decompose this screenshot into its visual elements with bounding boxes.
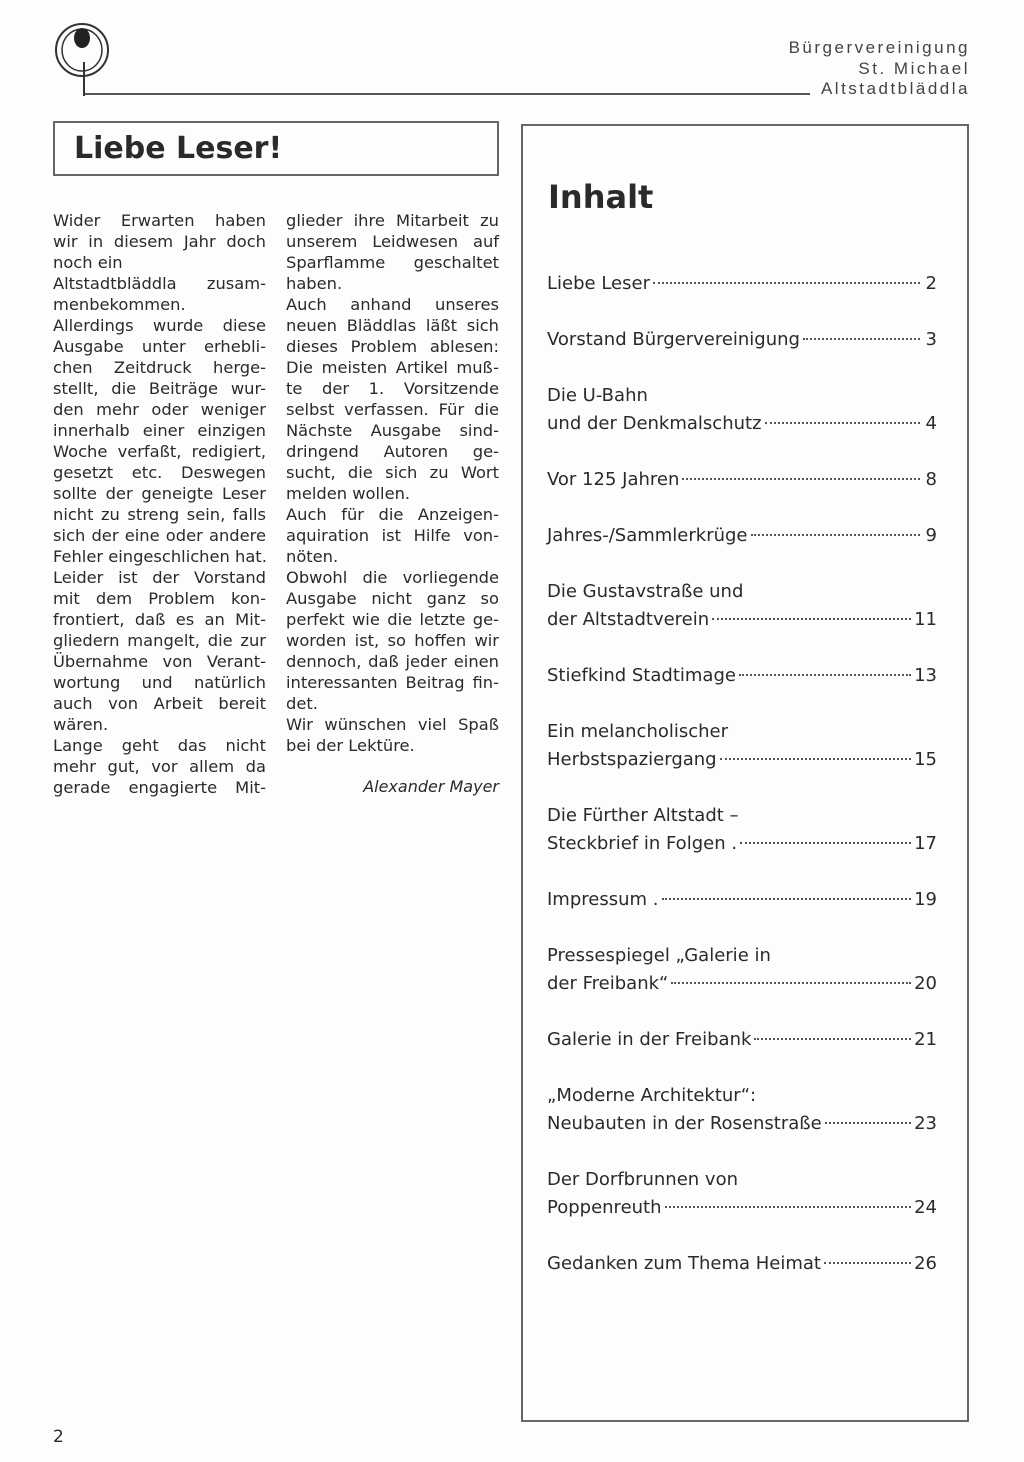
dot-leader bbox=[653, 282, 920, 284]
toc-entry-title: der Freibank“ bbox=[547, 973, 669, 994]
text-line: nöten. bbox=[286, 547, 339, 566]
dot-leader bbox=[824, 1262, 911, 1264]
text-line: Übernahme von Verant- bbox=[53, 652, 266, 671]
dot-leader bbox=[765, 422, 920, 424]
toc-entry-title: Vor 125 Jahren bbox=[547, 469, 680, 490]
text-line: dringend Autoren ge- bbox=[286, 442, 499, 461]
text-line: dennoch, daß jeder einen bbox=[286, 652, 499, 671]
toc-page-number: 15 bbox=[914, 749, 937, 770]
text-line: Allerdings wurde diese bbox=[53, 316, 266, 335]
toc-entry-title: Die Fürther Altstadt – bbox=[547, 805, 739, 826]
toc-entry bbox=[547, 662, 937, 690]
toc-entry-title: Liebe Leser bbox=[547, 273, 650, 294]
toc-title: Inhalt bbox=[548, 178, 654, 216]
text-line: Auch anhand unseres bbox=[286, 295, 499, 314]
text-line: wir in diesem Jahr doch bbox=[53, 232, 266, 251]
toc-entry bbox=[547, 1082, 937, 1138]
toc-entry-title: Gedanken zum Thema Heimat bbox=[547, 1253, 821, 1274]
article-title: Liebe Leser! bbox=[74, 131, 283, 166]
text-line: Lange geht das nicht bbox=[53, 736, 266, 755]
toc-entry bbox=[547, 578, 937, 634]
text-line: haben. bbox=[286, 274, 343, 293]
text-line: noch ein bbox=[53, 253, 123, 272]
toc-page-number: 9 bbox=[925, 525, 937, 546]
toc-entry-title: Poppenreuth bbox=[547, 1197, 662, 1218]
text-line: sucht, die sich zu Wort bbox=[286, 463, 499, 482]
text-line: gliedern mangelt, die zur bbox=[53, 631, 266, 650]
org-district: St. Michael bbox=[858, 58, 970, 78]
toc-entry bbox=[547, 1026, 937, 1054]
text-line: melden wollen. bbox=[286, 484, 411, 503]
toc-entry-title: Pressespiegel „Galerie in bbox=[547, 945, 771, 966]
toc-page-number: 20 bbox=[914, 973, 937, 994]
toc-entry-title: Die Gustavstraße und bbox=[547, 581, 744, 602]
text-line: unserem Leidwesen auf bbox=[286, 232, 499, 251]
text-line: dieses Problem ablesen: bbox=[286, 337, 499, 356]
text-line: aquiration ist Hilfe von- bbox=[286, 526, 499, 545]
toc-entry-title: Ein melancholischer bbox=[547, 721, 729, 742]
dot-leader bbox=[671, 982, 911, 984]
text-line: den mehr oder weniger bbox=[53, 400, 266, 419]
toc-entry-title: Die U-Bahn bbox=[547, 385, 648, 406]
publication-name: Altstadtbläddla bbox=[820, 79, 970, 98]
toc-entry-title: Galerie in der Freibank bbox=[547, 1029, 752, 1050]
text-line: Leider ist der Vorstand bbox=[53, 568, 266, 587]
text-line: nicht zu streng sein, falls bbox=[53, 505, 266, 524]
toc-entry-title: der Altstadtverein bbox=[547, 609, 710, 630]
text-line: chen Zeitdruck herge- bbox=[53, 358, 266, 377]
text-line: wortung und natürlich bbox=[53, 673, 266, 692]
toc-page-number: 17 bbox=[914, 833, 937, 854]
toc-entry-title: Stiefkind Stadtimage bbox=[547, 665, 736, 686]
toc-entry bbox=[547, 466, 937, 494]
text-line: worden ist, so hoffen wir bbox=[286, 631, 499, 650]
toc-page-number: 4 bbox=[925, 413, 937, 434]
dot-leader bbox=[712, 618, 911, 620]
text-line: Fehler eingeschlichen hat. bbox=[53, 547, 267, 566]
toc-page-number: 3 bbox=[925, 329, 937, 350]
toc-entries bbox=[547, 270, 937, 1306]
toc-entry bbox=[547, 718, 937, 774]
dot-leader bbox=[751, 534, 921, 536]
article-title-box bbox=[53, 121, 499, 176]
toc-entry bbox=[547, 326, 937, 354]
text-line: interessanten Beitrag fin- bbox=[286, 673, 499, 692]
toc-entry-title: Jahres-/Sammlerkrüge bbox=[547, 525, 748, 546]
toc-page-number: 19 bbox=[914, 889, 937, 910]
dot-leader bbox=[754, 1038, 911, 1040]
text-line: neuen Bläddlas läßt sich bbox=[286, 316, 499, 335]
toc-page-number: 24 bbox=[914, 1197, 937, 1218]
toc-entry bbox=[547, 522, 937, 550]
dot-leader bbox=[825, 1122, 911, 1124]
text-line: Obwohl die vorliegende bbox=[286, 568, 499, 587]
text-line: te der 1. Vorsitzende bbox=[286, 379, 499, 398]
text-line: frontiert, daß es an Mit- bbox=[53, 610, 266, 629]
text-line: Wider Erwarten haben bbox=[53, 211, 266, 230]
publication-header bbox=[789, 38, 970, 100]
toc-entry bbox=[547, 886, 937, 914]
dot-leader bbox=[720, 758, 911, 760]
text-line: mehr gut, vor allem da bbox=[53, 757, 266, 776]
text-line: wären. bbox=[53, 715, 109, 734]
toc-entry-title: Neubauten in der Rosenstraße bbox=[547, 1113, 822, 1134]
dot-leader bbox=[740, 842, 911, 844]
text-line: auch von Arbeit bereit bbox=[53, 694, 266, 713]
text-line: innerhalb einer einzigen bbox=[53, 421, 266, 440]
toc-page-number: 21 bbox=[914, 1029, 937, 1050]
text-line: Woche verfaßt, redigiert, bbox=[53, 442, 266, 461]
text-line: Nächste Ausgabe sind- bbox=[286, 421, 499, 440]
text-line: sich der eine oder andere bbox=[53, 526, 266, 545]
text-line: Ausgabe nicht ganz so bbox=[286, 589, 499, 608]
article-column-right bbox=[286, 210, 499, 756]
header-rule bbox=[85, 93, 810, 95]
association-logo bbox=[52, 22, 116, 98]
dot-leader bbox=[662, 898, 912, 900]
dot-leader bbox=[682, 478, 920, 480]
toc-page-number: 13 bbox=[914, 665, 937, 686]
text-line: Die meisten Artikel muß- bbox=[286, 358, 499, 377]
toc-entry bbox=[547, 270, 937, 298]
toc-entry-title: Impressum . bbox=[547, 889, 659, 910]
text-line: gesetzt etc. Deswegen bbox=[53, 463, 266, 482]
article-signature: Alexander Mayer bbox=[363, 777, 499, 796]
article-column-left bbox=[53, 210, 266, 798]
toc-entry-title: Vorstand Bürgervereinigung bbox=[547, 329, 800, 350]
toc-entry-title: Steckbrief in Folgen . bbox=[547, 833, 738, 854]
toc-entry-title: und der Denkmalschutz bbox=[547, 413, 762, 434]
dot-leader bbox=[739, 674, 911, 676]
text-line: perfekt wie die letzte ge- bbox=[286, 610, 499, 629]
table-of-contents bbox=[521, 124, 969, 1422]
toc-page-number: 11 bbox=[914, 609, 937, 630]
text-line: bei der Lektüre. bbox=[286, 736, 415, 755]
toc-entry bbox=[547, 382, 937, 438]
toc-page-number: 23 bbox=[914, 1113, 937, 1134]
dot-leader bbox=[665, 1206, 912, 1208]
page-number: 2 bbox=[53, 1427, 64, 1447]
text-line: stellt, die Beiträge wur- bbox=[53, 379, 266, 398]
text-line: det. bbox=[286, 694, 318, 713]
toc-entry bbox=[547, 1250, 937, 1278]
text-line: Auch für die Anzeigen- bbox=[286, 505, 499, 524]
toc-page-number: 26 bbox=[914, 1253, 937, 1274]
toc-page-number: 2 bbox=[925, 273, 937, 294]
org-name: Bürgervereinigung bbox=[788, 38, 970, 57]
toc-entry bbox=[547, 942, 937, 998]
text-line: Sparflamme geschaltet bbox=[286, 253, 499, 272]
toc-entry-title: „Moderne Architektur“: bbox=[547, 1085, 757, 1106]
text-line: gerade engagierte Mit- bbox=[53, 778, 266, 797]
toc-page-number: 8 bbox=[925, 469, 937, 490]
text-line: glieder ihre Mitarbeit zu bbox=[286, 211, 499, 230]
toc-entry bbox=[547, 802, 937, 858]
text-line: sollte der geneigte Leser bbox=[53, 484, 266, 503]
dot-leader bbox=[803, 338, 920, 340]
text-line: mit dem Problem kon- bbox=[53, 589, 266, 608]
text-line: Altstadtbläddla zusam- bbox=[53, 274, 266, 293]
text-line: Ausgabe unter erhebli- bbox=[53, 337, 266, 356]
text-line: menbekommen. bbox=[53, 295, 186, 314]
text-line: Wir wünschen viel Spaß bbox=[286, 715, 499, 734]
toc-entry-title: Der Dorfbrunnen von bbox=[547, 1169, 738, 1190]
toc-entry bbox=[547, 1166, 937, 1222]
toc-entry-title: Herbstspaziergang bbox=[547, 749, 717, 770]
text-line: selbst verfassen. Für die bbox=[286, 400, 499, 419]
